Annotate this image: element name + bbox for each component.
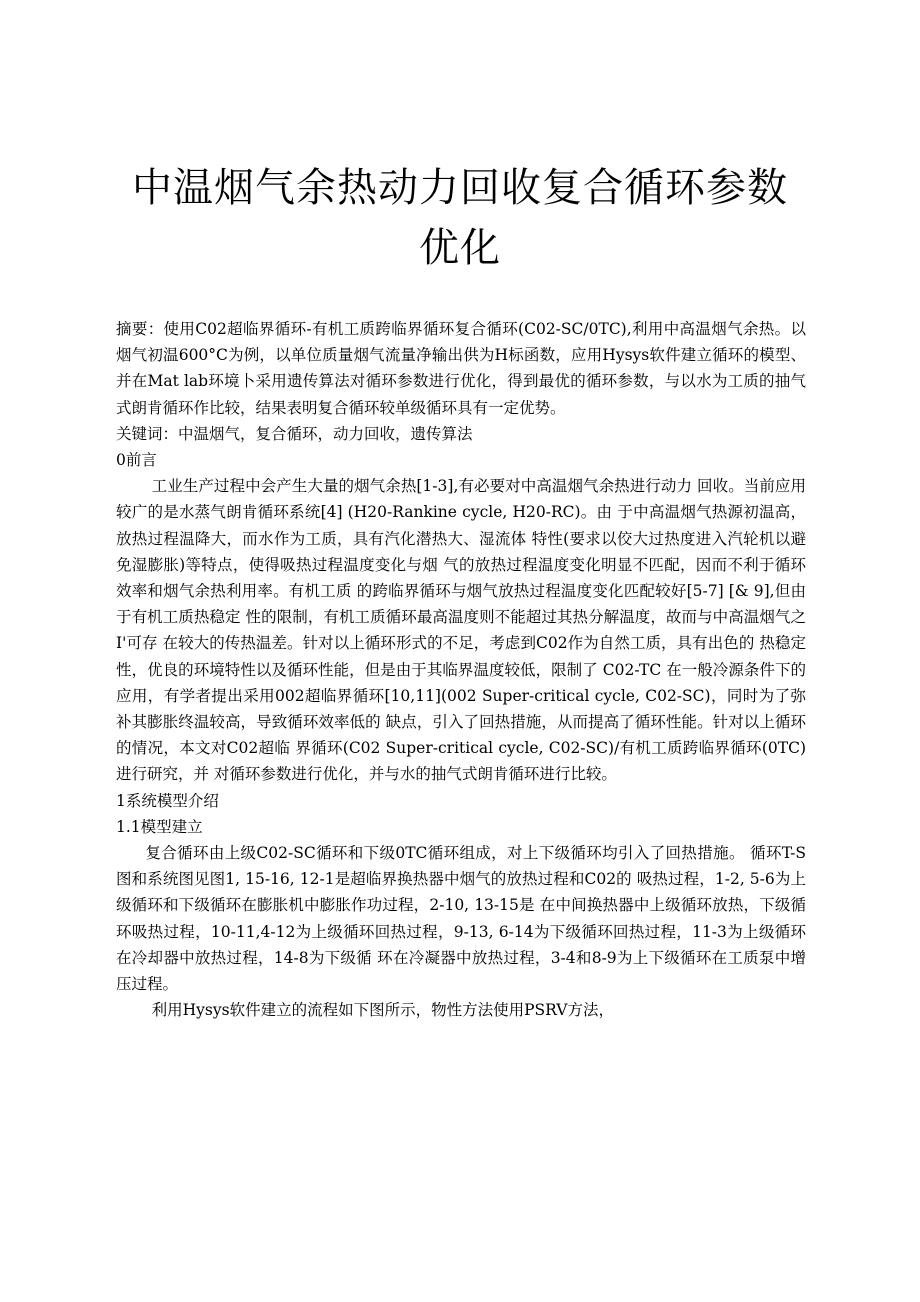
document-body	[116, 316, 806, 1023]
page-title: 中温烟气余热动力回收复合循环参数优化	[132, 165, 788, 271]
abstract-paragraph: 摘要：使用C02超临界循环-有机工质跨临界循环复合循环(C02-SC/0TC),利用中高温烟气余热。以 烟气初温600°C为例，以单位质量烟气流量净输出供为H标函数，应用Hysys软件建立循环的模型、并在Mat lab环境卜采用遗传算法对循环参数进行优化，得到最优的循环参数，与以水为工质的抽气 式朗肯循环作比较，结果表明复合循环较单级循环具有一定优势。	[116, 320, 806, 417]
model-description-paragraph: 复合循环由上级C02-SC循环和下级0TC循环组成，对上下级循环均引入了回热措施。 循环T-S图和系统图见图1, 15-16, 12-1是超临界换热器中烟气的放热过程和C02的 吸热过程，1-2, 5-6为上级循环和下级循环在膨胀机中膨胀作功过程，2-10, 13-15是 在中间换热器中上级循环放热，下级循环吸热过程，10-11,4-12为上级循环回热过程，9-13, 6-14为下级循环回热过程，11-3为上级循环在冷却器中放热过程，14-8为下级循 环在冷凝器中放热过程，3-4和8-9为上下级循环在工质泵中增压过程。	[116, 844, 806, 994]
introduction-paragraph: 工业生产过程中会产生大量的烟气余热[1-3],有必要对中高温烟气余热进行动力 回收。当前应用较广的是水蒸气朗肯循环系统[4] (H20-Rankine cycle, H20-RC)。由 于中高温烟气热源初温高，放热过程温降大，而水作为工质，具有汽化潜热大、湿流体 特性(要求以佼大过热度进入汽轮机以避免湿膨胀)等特点，使得吸热过程温度变化与烟 气的放热过程温度变化明显不匹配，因而不利于循环效率和烟气余热利用率。有机工质 的跨临界循环与烟气放热过程温度变化匹配较好[5-7] [& 9],但由于有机工质热稳定 性的限制，有机工质循环最高温度则不能超过其热分解温度，故而与中高温烟气之I'可存 在较大的传热温差。针对以上循环形式的不足，考虑到C02作为自然工质，具有出色的 热稳定性，优良的环境特性以及循环性能，但是由于其临界温度较低，限制了 C02-TC 在一般冷源条件下的应用，有学者提出采用002超临界循环[10,11](002 Super-critical cycle, C02-SC)，同时为了弥补其膨胀终温较高，导致循环效率低的 缺点，引入了回热措施，从而提高了循环性能。针对以上循环的情况，本文对C02超临 界循环(C02 Super-critical cycle, C02-SC)/有机工质跨临界循环(0TC)进行研究，并 对循环参数进行优化，并与水的抽气式朗肯循环进行比较。	[116, 477, 806, 784]
keywords-line: 关键词：中温烟气，复合循环，动力回收，遗传算法	[116, 424, 473, 443]
hysys-paragraph: 利用Hysys软件建立的流程如下图所示，物性方法使用PSRV方法，	[151, 1001, 614, 1020]
section-heading-introduction: 0前言	[116, 451, 157, 470]
subsection-heading-model-setup: 1.1模型建立	[116, 817, 203, 836]
section-heading-system-model: 1系统模型介绍	[116, 791, 219, 810]
